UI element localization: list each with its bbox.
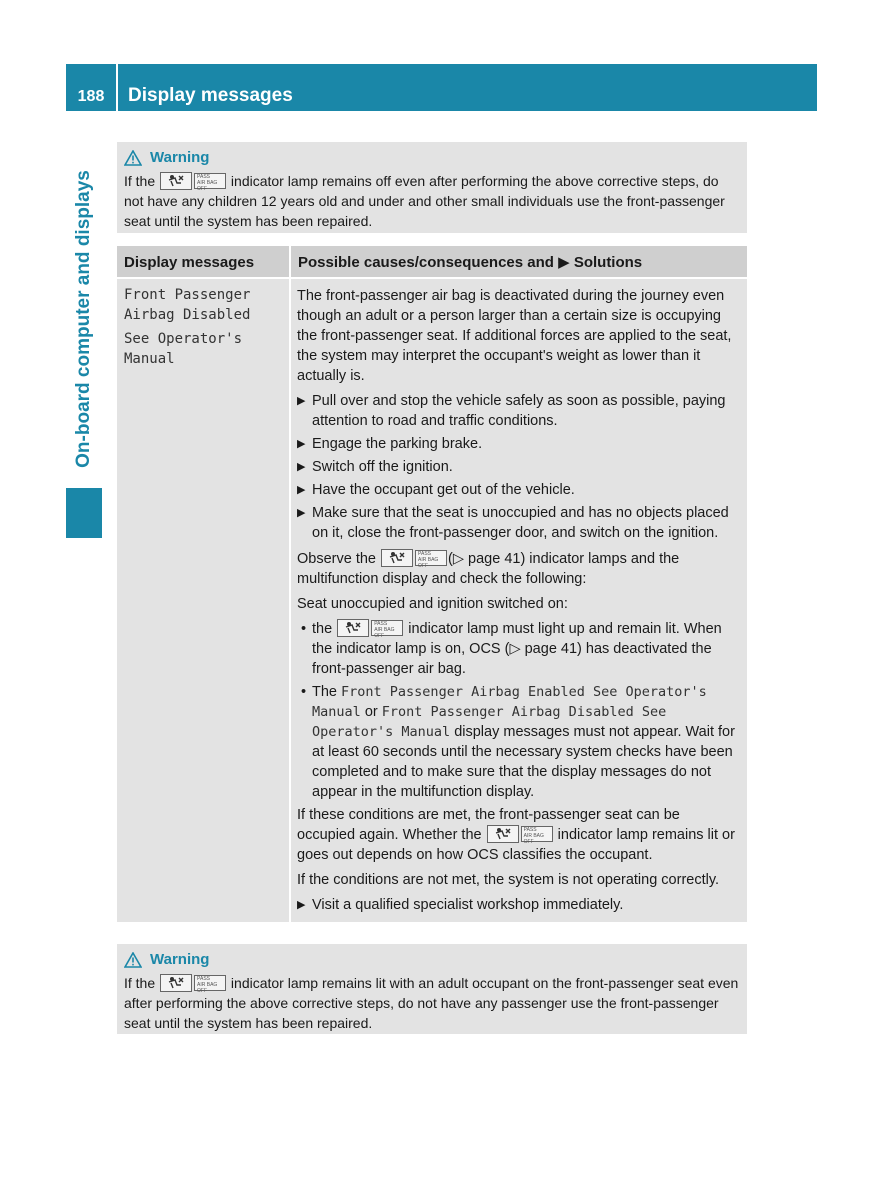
arrow-bullet-icon: ▶	[297, 438, 306, 450]
conditions-met-text	[297, 805, 741, 865]
check-item	[297, 619, 741, 679]
lamp-text-2: AIR BAG OFF	[374, 627, 395, 640]
warning-heading	[124, 950, 740, 970]
warning-text-start: If the	[124, 173, 156, 189]
warning-text	[124, 973, 740, 1033]
message-cell	[117, 279, 289, 922]
observe-text	[297, 549, 741, 589]
warning-text-end: indicator lamp remains off even after performing the above corrective steps, do not have any children 12 years old and under and other small individuals use the front-passenger seat until the system has been repaired.	[124, 173, 725, 230]
warning-box-1	[117, 142, 747, 233]
step-item	[297, 480, 741, 500]
column-header-messages: Display messages	[117, 246, 289, 277]
check-text-or: or	[364, 704, 378, 720]
seat-unoccupied-text: Seat unoccupied and ignition switched on:	[297, 596, 568, 612]
page-header	[66, 64, 817, 111]
warning-title: Warning	[150, 951, 210, 968]
occupant-seat-lamp-icon	[160, 974, 192, 992]
lamp-text-2: AIR BAG OFF	[523, 833, 544, 846]
page-number: 188	[77, 88, 105, 105]
observe-start: Observe the	[297, 551, 376, 567]
step-item	[297, 895, 741, 915]
check-text-end: display messages must not appear. Wait for at least 60 seconds until the necessary system checks have been completed and to make sure that the display messages do not appear in the multifunction display.	[312, 724, 735, 800]
step-item	[297, 457, 741, 477]
warning-triangle-icon	[124, 150, 142, 166]
check-item	[297, 682, 741, 802]
arrow-bullet-icon: ▶	[297, 899, 306, 911]
warning-title: Warning	[150, 149, 210, 166]
dot-bullet: •	[301, 621, 307, 637]
column-header-solutions: Possible causes/consequences and ▶ Solutions	[291, 246, 747, 277]
met-start: If these conditions are met, the front-passenger seat can be occupied again. Whether the	[297, 807, 680, 843]
lamp-text-1: PASS	[374, 621, 388, 628]
check-text-start: the	[312, 621, 333, 637]
message-line: Front Passenger	[124, 287, 251, 303]
step-text: Switch off the ignition.	[312, 459, 453, 475]
pass-airbag-off-lamp-icon	[521, 826, 553, 846]
side-tab-label-area	[66, 150, 102, 488]
warning-box-2	[117, 944, 747, 1034]
warning-heading	[124, 148, 740, 168]
warning-text-start: If the	[124, 975, 156, 991]
occupant-seat-lamp-icon	[487, 825, 519, 843]
occupant-seat-lamp-icon	[160, 172, 192, 190]
warning-text	[124, 171, 740, 231]
message-line: Manual	[124, 351, 175, 367]
pass-airbag-off-lamp-icon	[415, 550, 447, 570]
step-text: Pull over and stop the vehicle safely as soon as possible, paying attention to road and traffic conditions.	[312, 393, 726, 429]
message-line: See Operator's	[124, 331, 243, 347]
pass-airbag-off-lamp-icon	[194, 975, 226, 995]
intro-text: The front-passenger air bag is deactivated during the journey even though an adult or a person larger than a certain size is occupying the front-passenger seat. If additional forces are applied to the seat, the system may interpret the occupant's weight as lower than it actually is.	[297, 288, 732, 384]
arrow-bullet-icon: ▶	[297, 484, 306, 496]
lamp-text-1: PASS	[197, 174, 210, 181]
side-tab-marker	[66, 488, 102, 538]
step-text: Engage the parking brake.	[312, 436, 483, 452]
lamp-text-2: AIR BAG OFF	[197, 982, 218, 995]
step-item	[297, 503, 741, 543]
occupant-seat-lamp-icon	[381, 549, 413, 567]
pass-airbag-off-lamp-icon	[194, 173, 226, 193]
occupant-seat-lamp-icon	[337, 619, 369, 637]
arrow-bullet-icon: ▶	[297, 395, 306, 407]
warning-triangle-icon	[124, 952, 142, 968]
dot-bullet: •	[301, 684, 307, 700]
arrow-bullet-icon: ▶	[297, 507, 306, 519]
step-text: Have the occupant get out of the vehicle.	[312, 482, 575, 498]
step-text: Make sure that the seat is unoccupied and has no objects placed on it, close the front-passenger door, and switch on the ignition.	[312, 505, 729, 541]
conditions-not-met-text: If the conditions are not met, the system is not operating correctly.	[297, 872, 720, 888]
step-item	[297, 434, 741, 454]
display-message-text: Front Passenger Airbag Disabled See Operator's Manual	[312, 704, 667, 740]
solutions-cell	[291, 279, 747, 922]
lamp-text-1: PASS	[418, 551, 431, 558]
display-message-text: Front Passenger Airbag Enabled See Operator's Manual	[312, 684, 707, 720]
lamp-text-1: PASS	[523, 827, 537, 834]
page-title: Display messages	[128, 85, 293, 106]
display-messages-table	[117, 246, 747, 922]
header-divider	[116, 64, 118, 111]
check-text-end: indicator lamp must light up and remain lit. When the indicator lamp is on, OCS (▷ page 41) has deactivated the front-passenger air bag.	[312, 621, 722, 677]
lamp-text-2: AIR BAG OFF	[197, 180, 218, 193]
met-end: indicator lamp remains lit or goes out depends on how OCS classifies the occupant.	[297, 827, 735, 863]
arrow-bullet-icon: ▶	[297, 461, 306, 473]
observe-end: (▷ page 41) indicator lamps and the multifunction display and check the following:	[297, 551, 680, 587]
warning-text-end: indicator lamp remains lit with an adult occupant on the front-passenger seat even after performing the above corrective steps, do not have any passenger use the front-passenger seat until the system has been repaired.	[124, 975, 739, 1032]
pass-airbag-off-lamp-icon	[371, 620, 403, 640]
side-tab-label: On-board computer and displays	[73, 170, 94, 468]
message-line: Airbag Disabled	[124, 307, 251, 323]
check-text-start: The	[312, 684, 337, 700]
step-text: Visit a qualified specialist workshop immediately.	[312, 897, 624, 913]
lamp-text-2: AIR BAG OFF	[418, 557, 439, 570]
lamp-text-1: PASS	[197, 976, 210, 983]
step-item	[297, 391, 741, 431]
